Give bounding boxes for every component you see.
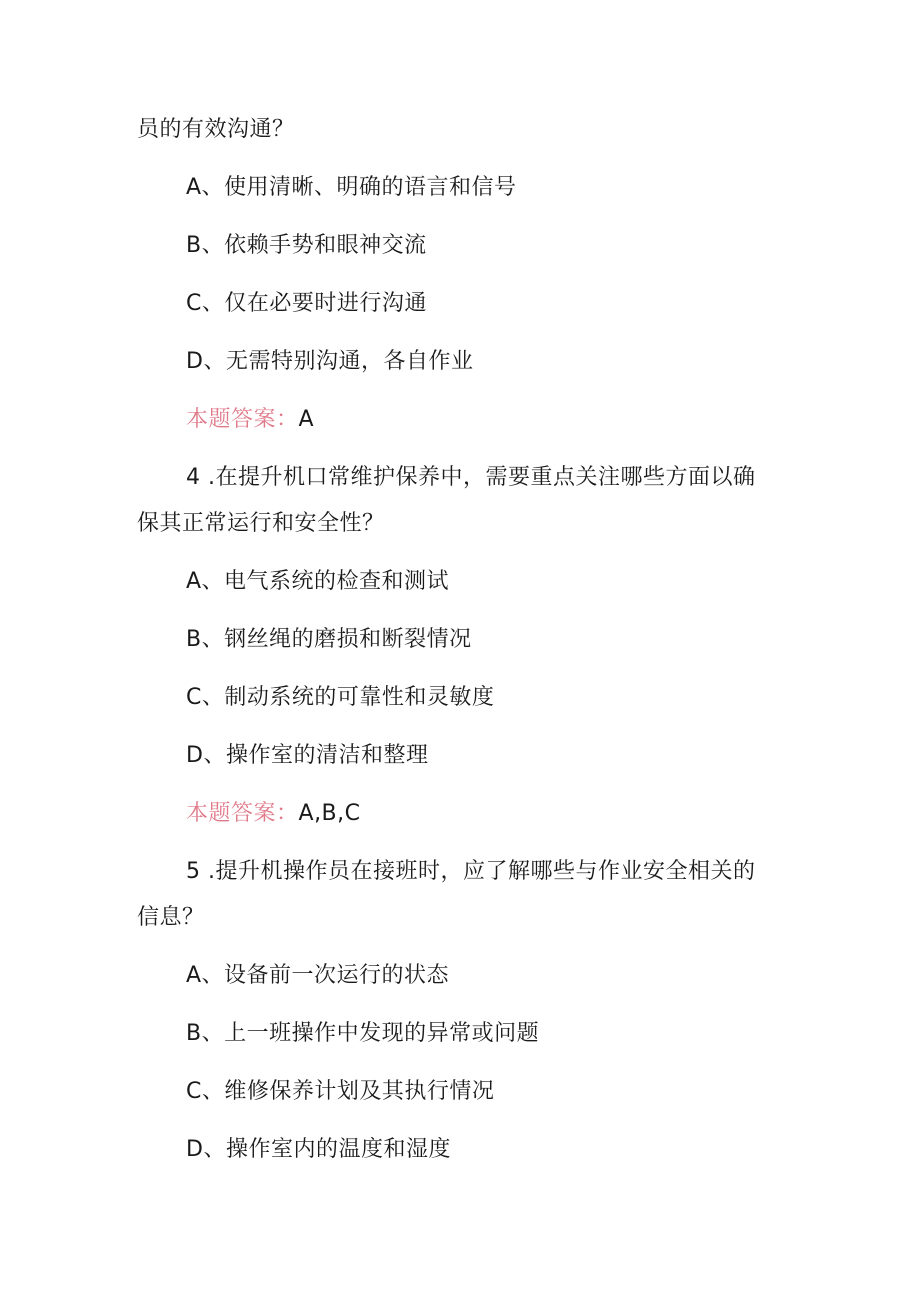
question-5-stem-line-2: 信息？: [137, 905, 205, 930]
answer-value: A,B,C: [298, 801, 361, 826]
question-4-stem-line-2: 保其正常运行和安全性？: [137, 511, 385, 536]
question-5-option-d: D、操作室内的温度和湿度: [186, 1137, 451, 1162]
question-3-option-b: B、依赖手势和眼神交流: [186, 233, 427, 258]
question-5-option-c: C、维修保养计划及其执行情况: [186, 1079, 495, 1104]
question-4-option-c: C、制动系统的可靠性和灵敏度: [186, 685, 495, 710]
question-3-stem-tail: 员的有效沟通？: [137, 117, 295, 142]
question-5-stem-line-1: 5 .提升机操作员在接班时，应了解哪些与作业安全相关的: [186, 859, 756, 884]
question-5-option-a: A、设备前一次运行的状态: [186, 963, 450, 988]
question-4-stem-line-1: 4 .在提升机口常维护保养中，需要重点关注哪些方面以确: [186, 465, 756, 490]
question-3-option-a: A、使用清晰、明确的语言和信号: [186, 175, 517, 200]
question-3-option-d: D、无需特别沟通，各自作业: [186, 349, 474, 374]
question-4-option-d: D、操作室的清洁和整理: [186, 743, 429, 768]
answer-value: A: [298, 407, 315, 432]
answer-label: 本题答案：: [186, 801, 299, 826]
question-4-option-b: B、钢丝绳的磨损和断裂情况: [186, 627, 472, 652]
question-4-answer: [186, 799, 361, 829]
question-4-option-a: A、电气系统的检查和测试: [186, 569, 450, 594]
question-5-option-b: B、上一班操作中发现的异常或问题: [186, 1021, 540, 1046]
question-3-answer: [186, 405, 314, 435]
question-3-option-c: C、仅在必要时进行沟通: [186, 291, 427, 316]
answer-label: 本题答案：: [186, 407, 299, 432]
